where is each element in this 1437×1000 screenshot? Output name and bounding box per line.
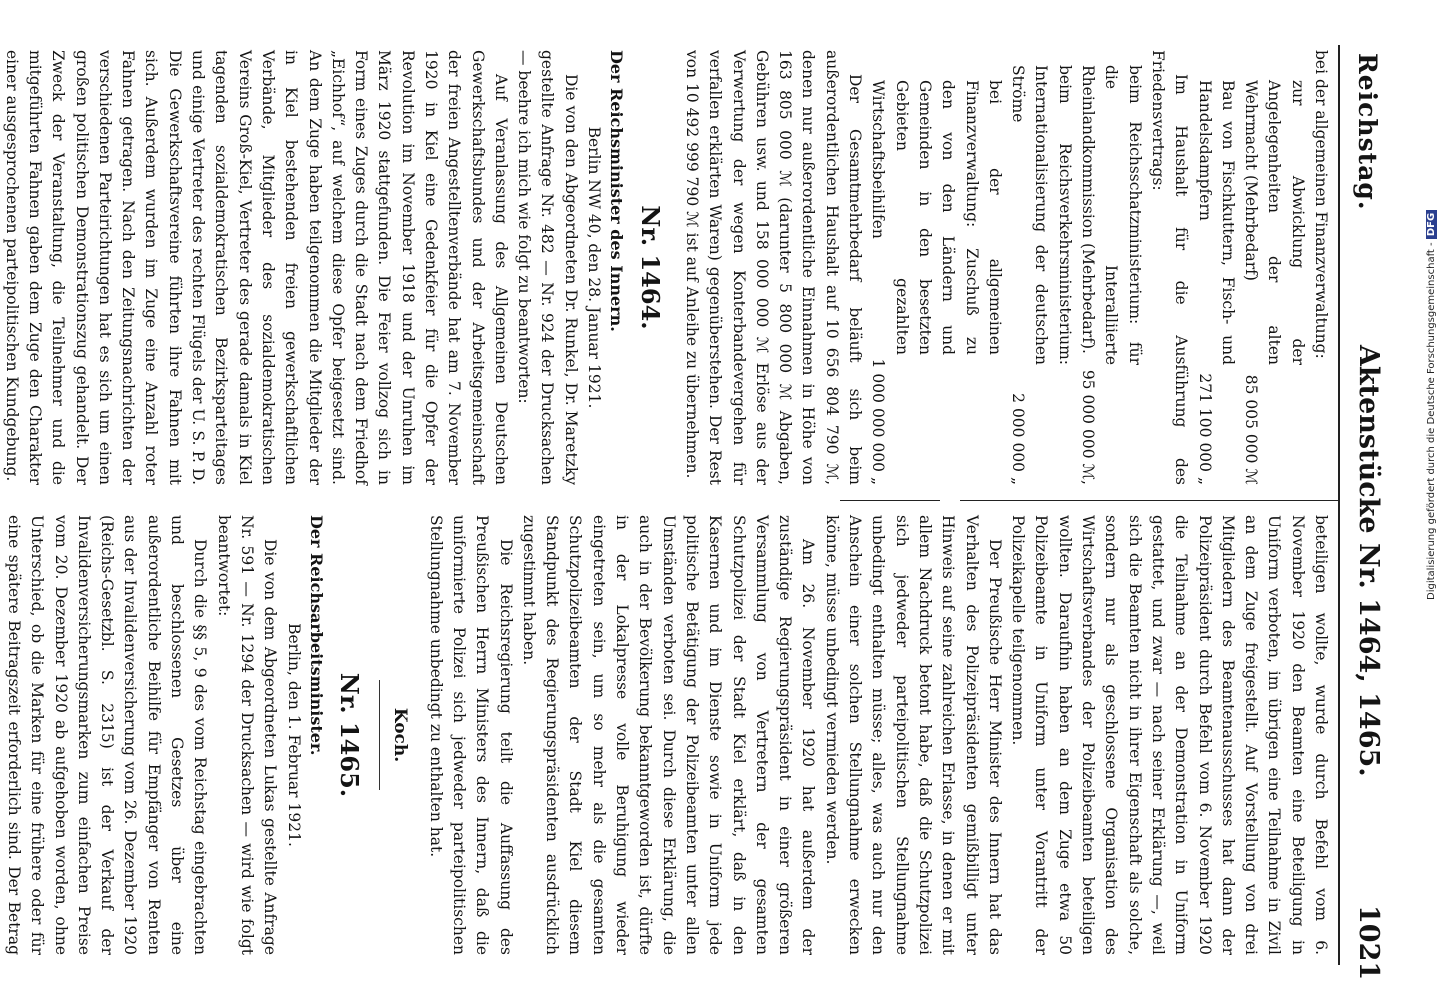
budget-amount: 2 000 000 „	[1009, 393, 1028, 485]
budget-amount: 271 100 000 „	[1195, 373, 1214, 485]
digitization-sidebar	[1414, 10, 1437, 610]
document-number-1465: Nr. 1465.	[335, 672, 365, 798]
header-title: Aktenstücke Nr. 1464, 1465.	[1353, 345, 1384, 777]
document-number-1464: Nr. 1464.	[635, 205, 665, 330]
right-column	[0, 515, 1332, 955]
dateline-1464: Berlin NW 40, den 28. Januar 1921.	[585, 126, 604, 409]
paragraph-3: Am 26. November 1920 hat außerdem der zuständige Regierungspräsident in einer größeren Versammlung von Vertretern der gesamten Schutzpolizei der Stadt Kiel erklärt, daß in den Kasernen und im Dienste sowie in Uniform jede politische Betätigung der Polizeibeamten unter allen Umständen verboten sei. Durch diese Erklärung, die auch in der Bevölkerung bekanntgeworden ist, dürfte in der Lokalpresse volle Beruhigung wieder eingetreten sein, um so mehr als die gesamten Schutzpolizeibeamten der Stadt Kiel diesem Standpunkt des Regierungspräsidenten ausdrücklich zugestimmt haben.	[519, 515, 818, 955]
paragraph-2: Der Preußische Herr Minister des Innern hat das Verhalten des Polizeipräsidenten gemißbilligt unter Hinweis auf seine zahlreichen Erlasse, in denen er mit allem Nachdruck betont habe, daß die Schutzpolizei sich jedweder parteipolitischen Stellungnahme unbedingt enthalten müsse; alles, was auch nur den Anschein einer solchen Stellungnahme erwecken könne, müsse unbedingt vermieden werden.	[822, 515, 1004, 955]
continuation-1464: beteiligen wollte, wurde durch Befehl vom 6. November 1920 den Beamten eine Beteiligung in Uniform verboten, im übrigen eine Teilnahme in Zivil an dem Zuge freigestellt. Auf Vorstellung von drei Mitgliedern des Beamtenausschusses hat dann der Polizeipräsident durch Befehl vom 6. November 1920 die Teilnahme an der Demonstration in Uniform gestattet, und zwar — nach seiner Erklärung —, weil sich die Beamten nicht in ihrer Eigenschaft als solche, sondern nur als geschlossene Organisation des Wirtschaftsverbandes der Polizeibeamten beteiligen wollten. Daraufhin haben an dem Zuge etwa 50 Polizeibeamte in Uniform unter Vorantritt der Polizeikapelle teilgenommen.	[1009, 515, 1330, 955]
header-rule	[1338, 45, 1340, 965]
sidebar-text: Digitalisierung gefördert durch die Deutsche Forschungsgemeinschaft -	[1426, 242, 1437, 600]
budget-amount: 85 005 000 ℳ	[1242, 374, 1261, 485]
budget-line: zur Abwicklung der Angelegenheiten der alten Wehrmacht (Mehrbedarf) 85 005 000 ℳ	[1239, 50, 1309, 485]
budget-amount: 1 000 000 000 „	[869, 358, 888, 485]
intro-1464: Die von den Abgeordneten Dr. Runkel, Dr. Maretzky gestellte Anfrage Nr. 482 — Nr. 924 der Drucksachen — beehre ich mich wie folgt zu beantworten:	[515, 50, 580, 485]
left-column	[0, 50, 1332, 485]
budget-summary: Der Gesamtmehrbedarf beläuft sich beim außerordentlichen Haushalt auf 10 656 804 790 ℳ, denen nur außerordentliche Einnahmen in Höhe von 163 805 000 ℳ (darunter 5 800 000 ℳ Abgaben, Gebühren usw. und 158 000 000 ℳ Erlöse aus der Verwertung der wegen Konterbandevergehen für verfallen erklärten Waren) gegenüberstehen. Der Rest von 10 492 999 790 ℳ ist auf Anleihe zu übernehmen.	[682, 50, 865, 485]
column-rule-mid	[840, 500, 940, 501]
budget-line: Im Haushalt für die Ausführung des Friedensvertrags:	[1148, 50, 1191, 485]
body-1464: Auf Veranlassung des Allgemeinen Deutschen Gewerkschaftsbundes und der Arbeitsgemeinschaft der freien Angestelltenverbände hat am 7. November 1920 in Kiel eine Gedenkfeier für die Opfer der Revolution im November 1918 und der Unruhen im März 1920 stattgefunden. Die Feier vollzog sich in Form eines Zuges durch die Stadt nach dem Friedhof „Eichhof“, auf welchem diese Opfer beigesetzt sind. An dem Zuge haben teilgenommen die Mitglieder der in Kiel bestehenden freien gewerkschaftlichen Verbände, Mitglieder des sozialdemokratischen Vereins Groß-Kiel, Vertreter des gerade damals in Kiel tagenden sozialdemokratischen Bezirksparteitages und einige Vertreter des rechten Flügels der U. S. P. D. Die Gewerkschaftsvereine führten ihre Fahnen mit sich. Außerdem wurden im Zuge eine Anzahl roter Fahnen getragen. Nach den Zeitungsnachrichten der verschiedenen Parteirichtungen hat es sich um einen großen politischen Demonstrationszug gehandelt. Der Zweck der Veranstaltung, die Teilnehmer und die mitgeführten Fahnen gaben dem Zuge den Charakter einer ausgesprochenen parteipolitischen Kundgebung.	[2, 50, 510, 485]
section-divider	[379, 680, 380, 790]
body-1465: Durch die §§ 5, 9 des vom Reichstag eingebrachten und beschlossenen Gesetzes über eine außerordentliche Beihilfe für Empfänger von Renten aus der Invalidenversicherung vom 26. Dezember 1920 (Reichs-Gesetzbl. S. 2315) ist der Verkauf der Invalidenversicherungsmarken zum einfachen Preise vom 20. Dezember 1920 ab aufgehoben worden, ohne Unterschied, ob die Marken für eine frühere oder für eine spätere Beitragszeit erforderlich sind. Der Betrag	[4, 515, 210, 955]
budget-amount: 95 000 000 ℳ,	[1079, 369, 1098, 485]
rotated-page	[2, 25, 1400, 981]
column-rule-top	[960, 500, 1340, 501]
page-header	[1340, 25, 1390, 981]
signature-1464: Koch.	[390, 707, 411, 763]
budget-line: bei der allgemeinen Finanzverwaltung:	[1312, 50, 1330, 359]
intro-1465: Die von dem Abgeordneten Lukas gestellte Anfrage Nr. 591 — Nr. 1294 der Drucksachen — wird wie folgt beantwortet:	[214, 515, 280, 955]
budget-line: beim Reichsverkehrsministerium: Internationalisierung der deutschen Ströme 2 000 000 „	[1006, 50, 1076, 485]
page-number: 1021	[1353, 905, 1384, 981]
minister-1464: Der Reichsminister des Innern.	[607, 50, 627, 332]
header-left: Reichstag.	[1353, 53, 1382, 211]
dfg-logo: DFG	[1426, 210, 1437, 239]
budget-line: bei der allgemeinen Finanzverwaltung: Zuschuß zu den von den Ländern und Gemeinden in den besetzten Gebieten gezahlten Wirtschaftsbeihilfen 1 000 000 000 „	[866, 50, 1006, 485]
minister-1465: Der Reichsarbeitsminister.	[306, 515, 326, 756]
budget-line: Bau von Fischkuttern, Fisch- und Handelsdampfern 271 100 000 „	[1192, 50, 1239, 485]
budget-line: beim Reichsschatzministerium: für die Interalliierte Rheinlandkommission (Mehrbedarf). 95 000 000 ℳ,	[1076, 50, 1146, 485]
paragraph-4: Die Reichsregierung teilt die Auffassung des Preußischen Herrn Ministers des Innern, daß die uniformierte Polizei sich jedweder parteipolitischen Stellungnahme unbedingt zu enthalten hat.	[426, 515, 515, 955]
dateline-1465: Berlin, den 1. Februar 1921.	[284, 623, 303, 847]
